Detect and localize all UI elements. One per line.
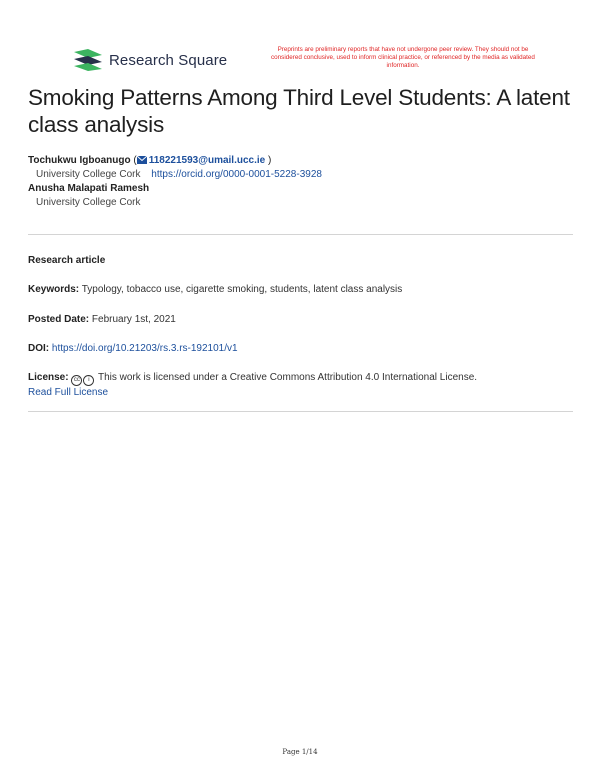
preprint-disclaimer: Preprints are preliminary reports that have not undergone peer review. They should not be considered conclusive, used to inform clinical practice, or referenced by the media as validated information. xyxy=(271,46,535,69)
article-type: Research article xyxy=(28,255,106,266)
license-label: License: xyxy=(28,372,69,383)
email-open-paren: ( xyxy=(133,155,137,166)
author-1 xyxy=(28,154,322,168)
keywords-row xyxy=(28,283,402,297)
logo-text-research: Research xyxy=(109,51,174,69)
posted-date-row xyxy=(28,313,176,327)
divider-bottom xyxy=(28,411,573,412)
author-name: Anusha Malapati Ramesh xyxy=(28,183,150,194)
orcid-link[interactable]: https://orcid.org/0000-0001-5228-3928 xyxy=(151,169,322,180)
author-name: Tochukwu Igboanugo xyxy=(28,155,131,166)
license-row xyxy=(28,371,573,400)
doi-label: DOI: xyxy=(28,343,50,354)
author-affiliation: University College Cork xyxy=(36,169,141,180)
cc-icon: cc xyxy=(71,375,82,386)
research-square-logo-icon xyxy=(74,49,102,71)
author-email: 118221593@umail.ucc.ie xyxy=(148,155,266,166)
paper-title: Smoking Patterns Among Third Level Students: A latent class analysis xyxy=(28,85,570,137)
posted-date-label: Posted Date: xyxy=(28,314,90,325)
author-email-link[interactable] xyxy=(137,155,266,166)
author-1-affiliation-row xyxy=(28,168,322,182)
read-full-license-link[interactable]: Read Full License xyxy=(28,387,109,398)
author-2-affiliation-row xyxy=(28,196,322,210)
logo-text xyxy=(109,52,227,69)
license-text: This work is licensed under a Creative Commons Attribution 4.0 International License. xyxy=(97,372,478,383)
posted-date-value: February 1st, 2021 xyxy=(91,314,176,325)
keywords-label: Keywords: xyxy=(28,284,80,295)
research-square-logo xyxy=(74,49,227,71)
author-affiliation: University College Cork xyxy=(36,197,141,208)
article-type-row xyxy=(28,254,105,268)
doi-link[interactable]: https://doi.org/10.21203/rs.3.rs-192101/v1 xyxy=(51,343,238,354)
cc-by-icon: i xyxy=(83,375,94,386)
doi-row xyxy=(28,342,238,356)
divider-top xyxy=(28,234,573,235)
logo-text-square: Square xyxy=(178,51,228,69)
keywords-value: Typology, tobacco use, cigarette smoking, students, latent class analysis xyxy=(81,284,403,295)
author-2 xyxy=(28,182,322,196)
page-number: Page 1/14 xyxy=(282,748,318,756)
email-close-paren: ) xyxy=(265,155,272,166)
envelope-icon xyxy=(137,156,147,164)
author-list xyxy=(28,154,322,210)
